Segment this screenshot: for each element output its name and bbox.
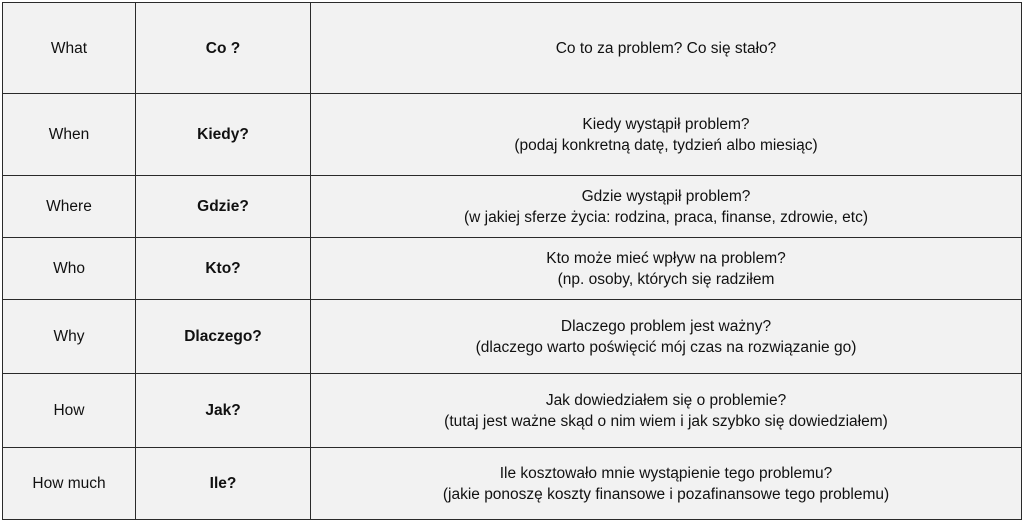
- table-row: [3, 448, 1022, 520]
- description-line-1: Gdzie wystąpił problem?: [581, 187, 751, 205]
- row-english-label: Where: [3, 176, 136, 238]
- table-row: [3, 300, 1022, 374]
- row-polish-label: Co ?: [136, 3, 311, 94]
- description-line-1: Ile kosztowało mnie wystąpienie tego problemu?: [499, 464, 833, 482]
- table-row: [3, 94, 1022, 176]
- row-english-label: What: [3, 3, 136, 94]
- row-english-label: Who: [3, 238, 136, 300]
- row-description: [311, 300, 1022, 374]
- row-english-label: How: [3, 374, 136, 448]
- description-line-1: Dlaczego problem jest ważny?: [560, 317, 772, 335]
- row-english-label: How much: [3, 448, 136, 520]
- row-polish-label: Ile?: [136, 448, 311, 520]
- table-row: [3, 374, 1022, 448]
- description-line-1: Co to za problem? Co się stało?: [555, 39, 777, 57]
- description-line-2: (podaj konkretną datę, tydzień albo miesiąc): [514, 136, 818, 154]
- row-polish-label: Gdzie?: [136, 176, 311, 238]
- row-description: [311, 374, 1022, 448]
- row-polish-label: Dlaczego?: [136, 300, 311, 374]
- description-line-1: Jak dowiedziałem się o problemie?: [545, 391, 787, 409]
- row-polish-label: Kto?: [136, 238, 311, 300]
- 5w2h-table: [2, 2, 1022, 520]
- row-polish-label: Kiedy?: [136, 94, 311, 176]
- description-line-2: (np. osoby, których się radziłem: [557, 270, 775, 288]
- table-container: [2, 2, 1022, 519]
- row-english-label: Why: [3, 300, 136, 374]
- description-line-2: (jakie ponoszę koszty finansowe i pozafinansowe tego problemu): [442, 485, 890, 503]
- row-description: [311, 94, 1022, 176]
- description-line-2: (w jakiej sferze życia: rodzina, praca, finanse, zdrowie, etc): [463, 208, 869, 226]
- row-english-label: When: [3, 94, 136, 176]
- row-description: [311, 3, 1022, 94]
- table-row: [3, 3, 1022, 94]
- description-line-1: Kto może mieć wpływ na problem?: [546, 249, 786, 267]
- table-row: [3, 176, 1022, 238]
- table-row: [3, 238, 1022, 300]
- row-description: [311, 238, 1022, 300]
- row-description: [311, 448, 1022, 520]
- description-line-2: (dlaczego warto poświęcić mój czas na rozwiązanie go): [475, 338, 857, 356]
- description-line-1: Kiedy wystąpił problem?: [582, 115, 750, 133]
- row-polish-label: Jak?: [136, 374, 311, 448]
- description-line-2: (tutaj jest ważne skąd o nim wiem i jak szybko się dowiedziałem): [444, 412, 888, 430]
- row-description: [311, 176, 1022, 238]
